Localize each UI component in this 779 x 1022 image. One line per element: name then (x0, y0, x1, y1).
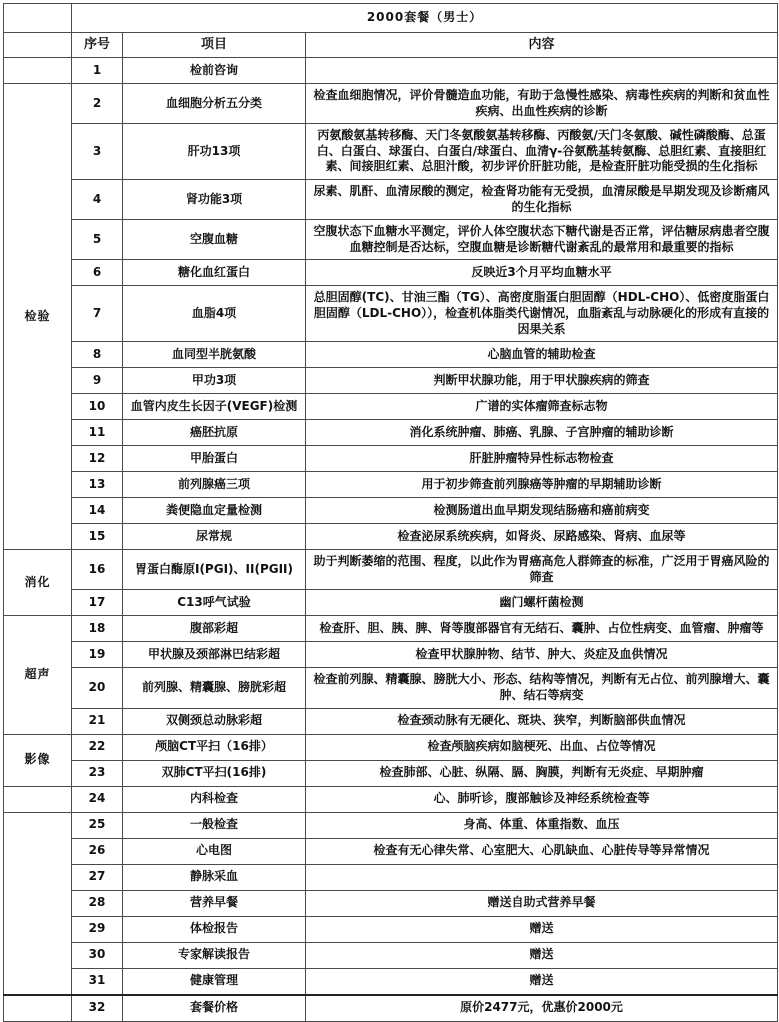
serial-cell: 4 (72, 179, 123, 219)
table-row (4, 708, 778, 734)
content-cell: 幽门螺杆菌检测 (306, 590, 778, 616)
content-cell: 用于初步筛查前列腺癌等肿瘤的早期辅助诊断 (306, 472, 778, 498)
table-row (4, 498, 778, 524)
title-row (4, 4, 778, 33)
table-row (4, 58, 778, 84)
content-cell: 赠送 (306, 968, 778, 995)
serial-cell: 29 (72, 916, 123, 942)
category-cell: 超声 (4, 616, 72, 734)
table-row (4, 616, 778, 642)
table-row (4, 84, 778, 124)
serial-cell: 20 (72, 668, 123, 708)
content-cell: 赠送自助式营养早餐 (306, 890, 778, 916)
table-row (4, 838, 778, 864)
item-cell: 尿常规 (123, 524, 306, 550)
table-row (4, 394, 778, 420)
category-cell-empty (4, 4, 72, 33)
category-cell: 影像 (4, 734, 72, 786)
content-cell: 空腹状态下血糖水平测定，评价人体空腹状态下糖代谢是否正常，评估糖尿病患者空腹血糖控制是否达标，空腹血糖是诊断糖代谢紊乱的最常用和最重要的指标 (306, 220, 778, 260)
serial-cell: 21 (72, 708, 123, 734)
content-cell: 心、肺听诊，腹部触诊及神经系统检查等 (306, 786, 778, 812)
content-cell: 检查泌尿系统疾病，如肾炎、尿路感染、肾病、血尿等 (306, 524, 778, 550)
item-cell: 甲状腺及颈部淋巴结彩超 (123, 642, 306, 668)
serial-cell: 18 (72, 616, 123, 642)
item-cell: 双侧颈总动脉彩超 (123, 708, 306, 734)
item-cell: C13呼气试验 (123, 590, 306, 616)
serial-cell: 6 (72, 260, 123, 286)
item-cell: 营养早餐 (123, 890, 306, 916)
table-row (4, 368, 778, 394)
table-row (4, 786, 778, 812)
serial-cell: 31 (72, 968, 123, 995)
category-cell-empty (4, 812, 72, 995)
item-cell: 粪便隐血定量检测 (123, 498, 306, 524)
content-cell: 判断甲状腺功能，用于甲状腺疾病的筛查 (306, 368, 778, 394)
table-row (4, 760, 778, 786)
item-cell: 前列腺癌三项 (123, 472, 306, 498)
content-cell: 检测肠道出血早期发现结肠癌和癌前病变 (306, 498, 778, 524)
serial-cell: 16 (72, 550, 123, 590)
content-cell: 检查血细胞情况，评价骨髓造血功能，有助于急慢性感染、病毒性疾病的判断和贫血性疾病、出血性疾病的诊断 (306, 84, 778, 124)
item-cell: 肾功能3项 (123, 179, 306, 219)
category-cell: 消化 (4, 550, 72, 616)
category-cell: 检验 (4, 84, 72, 550)
item-cell: 静脉采血 (123, 864, 306, 890)
table-row (4, 812, 778, 838)
category-cell-empty (4, 786, 72, 812)
table-row (4, 472, 778, 498)
content-cell: 检查甲状腺肿物、结节、肿大、炎症及血供情况 (306, 642, 778, 668)
serial-cell: 2 (72, 84, 123, 124)
content-cell: 丙氨酸氨基转移酶、天门冬氨酸氨基转移酶、丙酸氨/天门冬氨酸、碱性磷酸酶、总蛋白、白蛋白、球蛋白、白蛋白/球蛋白、血清γ-谷氨酰基转氨酶、总胆红素、直接胆红素、间接胆红素、总胆汁酸，初步评价肝脏功能，是检查肝脏功能受损的生化指标 (306, 124, 778, 180)
serial-cell: 7 (72, 286, 123, 342)
item-cell: 空腹血糖 (123, 220, 306, 260)
serial-cell: 5 (72, 220, 123, 260)
content-cell: 肝脏肿瘤特异性标志物检查 (306, 446, 778, 472)
serial-cell: 1 (72, 58, 123, 84)
serial-cell: 32 (72, 995, 123, 1022)
item-cell: 颅脑CT平扫（16排） (123, 734, 306, 760)
item-cell: 专家解读报告 (123, 942, 306, 968)
serial-cell: 13 (72, 472, 123, 498)
item-cell: 癌胚抗原 (123, 420, 306, 446)
serial-cell: 3 (72, 124, 123, 180)
content-cell: 身高、体重、体重指数、血压 (306, 812, 778, 838)
content-cell: 检查颈动脉有无硬化、斑块、狭窄，判断脑部供血情况 (306, 708, 778, 734)
content-cell: 检查颅脑疾病如脑梗死、出血、占位等情况 (306, 734, 778, 760)
column-header-no: 序号 (72, 33, 123, 58)
item-cell: 甲功3项 (123, 368, 306, 394)
serial-cell: 22 (72, 734, 123, 760)
item-cell: 前列腺、精囊腺、膀胱彩超 (123, 668, 306, 708)
content-cell: 赠送 (306, 942, 778, 968)
table-row (4, 916, 778, 942)
column-header-item: 项目 (123, 33, 306, 58)
item-cell: 一般检查 (123, 812, 306, 838)
item-cell: 糖化血红蛋白 (123, 260, 306, 286)
serial-cell: 9 (72, 368, 123, 394)
item-cell: 内科检查 (123, 786, 306, 812)
content-cell: 反映近3个月平均血糖水平 (306, 260, 778, 286)
category-cell-empty (4, 58, 72, 84)
serial-cell: 24 (72, 786, 123, 812)
serial-cell: 17 (72, 590, 123, 616)
item-cell: 体检报告 (123, 916, 306, 942)
page-title: 2000套餐（男士） (72, 4, 778, 33)
content-cell: 检查肺部、心脏、纵隔、膈、胸膜，判断有无炎症、早期肿瘤 (306, 760, 778, 786)
item-cell: 甲胎蛋白 (123, 446, 306, 472)
item-cell: 血细胞分析五分类 (123, 84, 306, 124)
item-cell: 套餐价格 (123, 995, 306, 1022)
table-row (4, 890, 778, 916)
serial-cell: 25 (72, 812, 123, 838)
serial-cell: 26 (72, 838, 123, 864)
table-row (4, 590, 778, 616)
table-row (4, 124, 778, 180)
category-cell-empty (4, 995, 72, 1022)
table-row (4, 668, 778, 708)
content-cell: 赠送 (306, 916, 778, 942)
serial-cell: 28 (72, 890, 123, 916)
content-cell: 广谱的实体瘤筛查标志物 (306, 394, 778, 420)
content-cell: 原价2477元，优惠价2000元 (306, 995, 778, 1022)
serial-cell: 19 (72, 642, 123, 668)
serial-cell: 12 (72, 446, 123, 472)
serial-cell: 10 (72, 394, 123, 420)
table-row (4, 642, 778, 668)
item-cell: 胃蛋白酶原I(PGI)、II(PGII) (123, 550, 306, 590)
item-cell: 血管内皮生长因子(VEGF)检测 (123, 394, 306, 420)
table-row (4, 524, 778, 550)
category-header-empty (4, 33, 72, 58)
table-row (4, 260, 778, 286)
serial-cell: 8 (72, 342, 123, 368)
content-cell (306, 864, 778, 890)
table-row (4, 734, 778, 760)
table-row (4, 220, 778, 260)
package-table-body (4, 4, 778, 1022)
table-row (4, 179, 778, 219)
serial-cell: 30 (72, 942, 123, 968)
serial-cell: 14 (72, 498, 123, 524)
table-row (4, 942, 778, 968)
content-cell (306, 58, 778, 84)
table-row (4, 446, 778, 472)
package-table (3, 3, 778, 1022)
serial-cell: 15 (72, 524, 123, 550)
content-cell: 检查肝、胆、胰、脾、肾等腹部器官有无结石、囊肿、占位性病变、血管瘤、肿瘤等 (306, 616, 778, 642)
serial-cell: 23 (72, 760, 123, 786)
content-cell: 总胆固醇(TC)、甘油三酯（TG）、高密度脂蛋白胆固醇（HDL-CHO）、低密度脂蛋白胆固醇（LDL-CHO）），检查机体脂类代谢情况，血脂紊乱与动脉硬化的形成有直接的因果关系 (306, 286, 778, 342)
item-cell: 健康管理 (123, 968, 306, 995)
item-cell: 肝功13项 (123, 124, 306, 180)
table-row (4, 420, 778, 446)
serial-cell: 27 (72, 864, 123, 890)
item-cell: 血同型半胱氨酸 (123, 342, 306, 368)
serial-cell: 11 (72, 420, 123, 446)
table-row (4, 995, 778, 1022)
content-cell: 消化系统肿瘤、肺癌、乳腺、子宫肿瘤的辅助诊断 (306, 420, 778, 446)
table-row (4, 286, 778, 342)
content-cell: 检查前列腺、精囊腺、膀胱大小、形态、结构等情况，判断有无占位、前列腺增大、囊肿、结石等病变 (306, 668, 778, 708)
table-row (4, 550, 778, 590)
item-cell: 腹部彩超 (123, 616, 306, 642)
table-row (4, 864, 778, 890)
item-cell: 双肺CT平扫(16排) (123, 760, 306, 786)
column-header-content: 内容 (306, 33, 778, 58)
content-cell: 心脑血管的辅助检查 (306, 342, 778, 368)
content-cell: 检查有无心律失常、心室肥大、心肌缺血、心脏传导等异常情况 (306, 838, 778, 864)
header-row (4, 33, 778, 58)
item-cell: 血脂4项 (123, 286, 306, 342)
item-cell: 检前咨询 (123, 58, 306, 84)
content-cell: 尿素、肌酐、血清尿酸的测定，检查肾功能有无受损，血清尿酸是早期发现及诊断痛风的生化指标 (306, 179, 778, 219)
table-row (4, 968, 778, 995)
table-row (4, 342, 778, 368)
content-cell: 助于判断萎缩的范围、程度，以此作为胃癌高危人群筛查的标准，广泛用于胃癌风险的筛查 (306, 550, 778, 590)
item-cell: 心电图 (123, 838, 306, 864)
